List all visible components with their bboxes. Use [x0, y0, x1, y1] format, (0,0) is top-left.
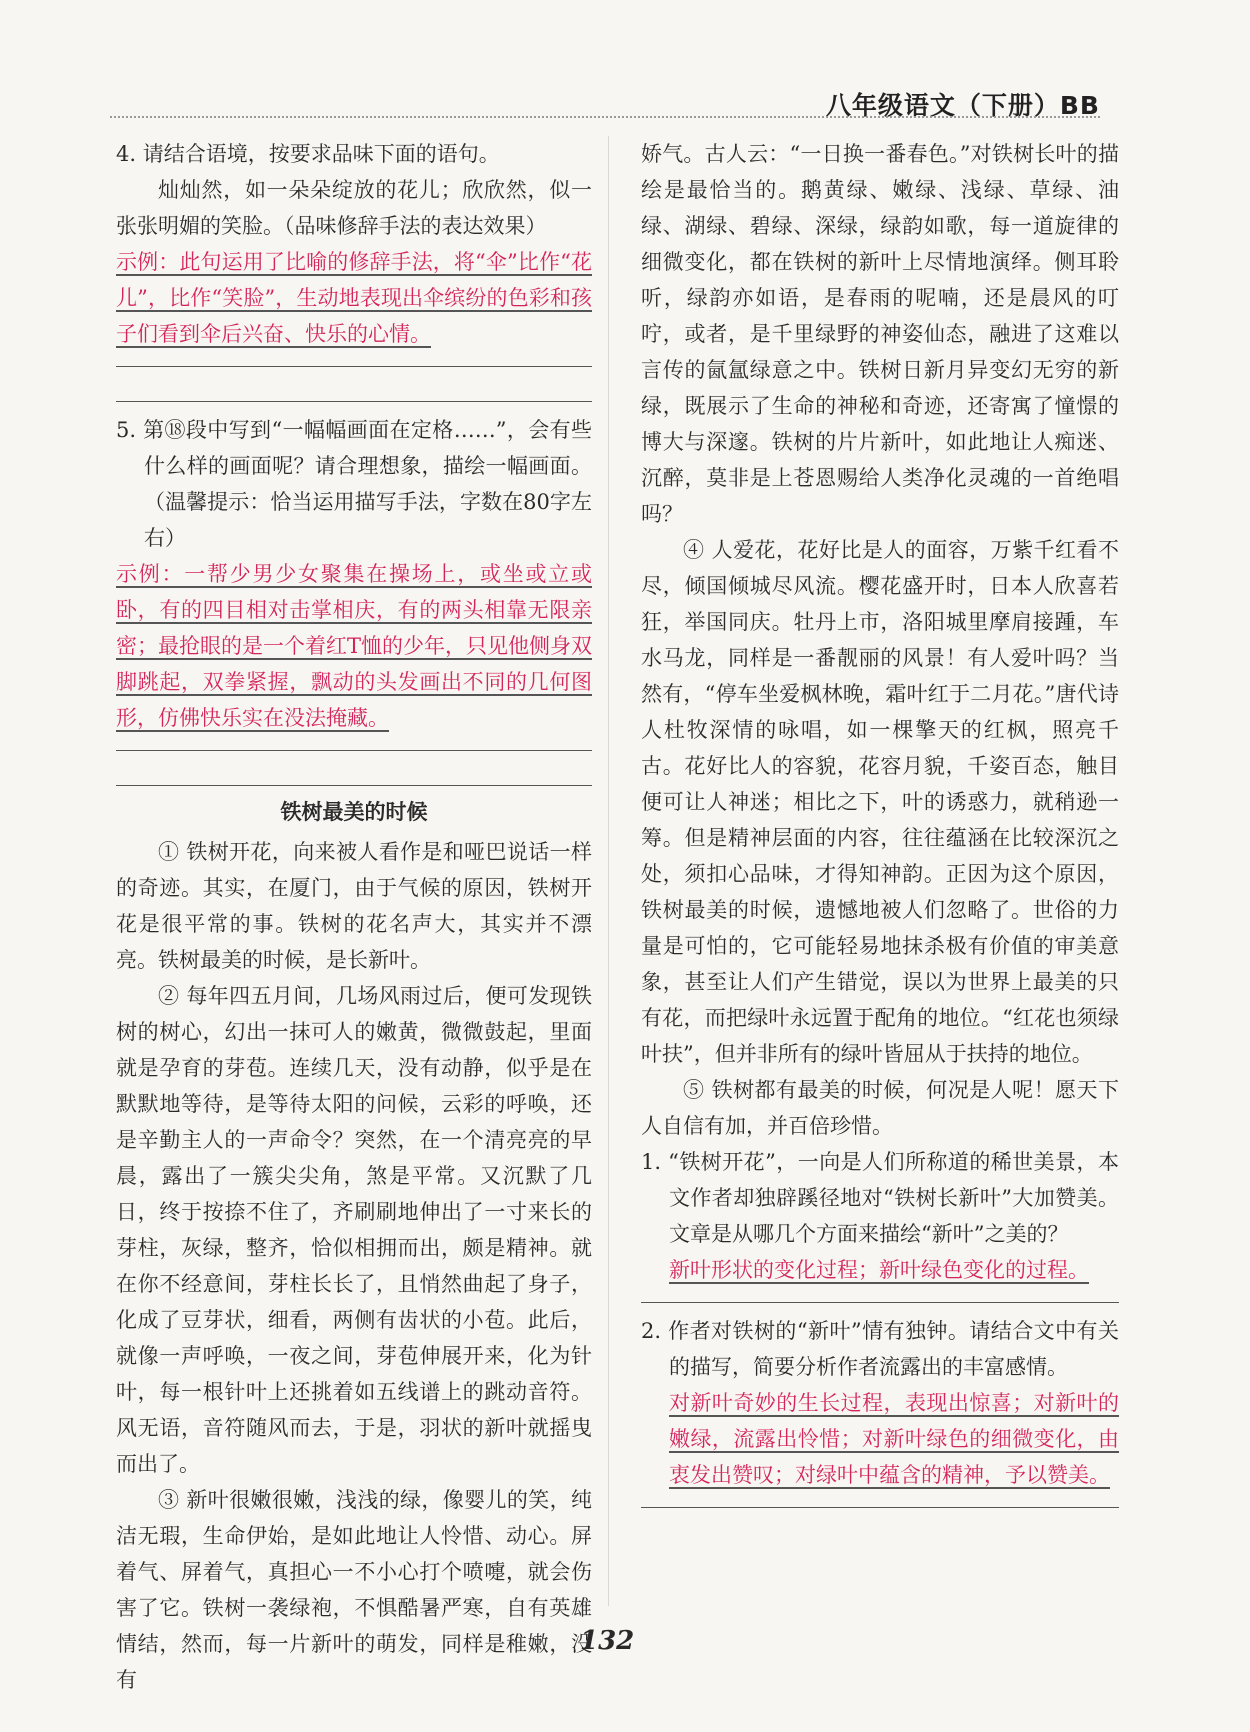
question-4-prompt: 4. 请结合语境，按要求品味下面的语句。 — [116, 142, 500, 166]
column-divider — [608, 136, 609, 1606]
page-header — [110, 86, 1100, 122]
question-2-answer-block — [641, 1385, 1119, 1508]
question-1-answer: 新叶形状的变化过程；新叶绿色变化的过程。 — [669, 1258, 1089, 1282]
question-1-prompt: 1. “铁树开花”，一向是人们所称道的稀世美景，本文作者却独辟蹊径地对“铁树长新叶”大加赞美。文章是从哪几个方面来描绘“新叶”之美的？ — [641, 1150, 1119, 1246]
article-title: 铁树最美的时候 — [280, 800, 428, 824]
page-number: 132 — [580, 1626, 635, 1656]
answer-line — [116, 375, 592, 402]
paragraph-3: ③ 新叶很嫩很嫩，浅浅的绿，像婴儿的笑，纯洁无瑕，生命伊始，是如此地让人怜惜、动心。屏着气、屏着气，真担心一不小心打个喷嚏，就会伤害了它。铁树一袭绿袍，不惧酷暑严寒，自有英雄情结，然而，每一片新叶的萌发，同样是稚嫩，没有 — [116, 1488, 592, 1692]
book-title: 八年级语文（下册）BB — [825, 91, 1100, 120]
question-5-prompt: 5. 第⑱段中写到“一幅幅画面在定格……”，会有些什么样的画面呢？请合理想象，描绘一幅画面。（温馨提示：恰当运用描写手法，字数在80字左右） — [116, 418, 592, 550]
paragraph-1: ① 铁树开花，向来被人看作是和哑巴说话一样的奇迹。其实，在厦门，由于气候的原因，铁树开花是很平常的事。铁树的花名声大，其实并不漂亮。铁树最美的时候，是长新叶。 — [116, 840, 592, 972]
right-column — [641, 136, 1119, 1516]
paragraph-3-continued: 娇气。古人云：“一日换一番春色。”对铁树长叶的描绘是最恰当的。鹅黄绿、嫩绿、浅绿、草绿、油绿、湖绿、碧绿、深绿，绿韵如歌，每一道旋律的细微变化，都在铁树的新叶上尽情地演绎。侧耳聆听，绿韵亦如语，是春雨的呢喃，还是晨风的叮咛，或者，是千里绿野的神姿仙态，融进了这难以言传的氤氲绿意之中。铁树日新月异变幻无穷的新绿，既展示了生命的神秘和奇迹，还寄寓了憧憬的博大与深邃。铁树的片片新叶，如此地让人痴迷、沉醉，莫非是上苍恩赐给人类净化灵魂的一首绝唱吗？ — [641, 142, 1119, 526]
question-1-answer-block — [641, 1252, 1119, 1303]
paragraph-2: ② 每年四五月间，几场风雨过后，便可发现铁树的树心，幻出一抹可人的嫩黄，微微鼓起，里面就是孕育的芽苞。连续几天，没有动静，似乎是在默默地等待，是等待太阳的问候，云彩的呼唤，还是辛勤主人的一声命令？突然，在一个清亮亮的早晨，露出了一簇尖尖角，煞是平常。又沉默了几日，终于按捺不住了，齐刷刷地伸出了一寸来长的芽柱，灰绿，整齐，恰似相拥而出，颇是精神。就在你不经意间，芽柱长长了，且悄然曲起了身子，化成了豆芽状，细看，两侧有齿状的小苞。此后，就像一声呼唤，一夜之间，芽苞伸展开来，化为针叶，每一根针叶上还挑着如五线谱上的跳动音符。风无语，音符随风而去，于是，羽状的新叶就摇曳而出了。 — [116, 984, 592, 1476]
question-4-answer: 示例：此句运用了比喻的修辞手法，将“伞”比作“花儿”，比作“笑脸”，生动地表现出伞缤纷的色彩和孩子们看到伞后兴奋、快乐的心情。 — [116, 250, 592, 346]
question-4-answer-block — [116, 244, 592, 367]
question-2-answer: 对新叶奇妙的生长过程，表现出惊喜；对新叶的嫩绿，流露出怜惜；对新叶绿色的细微变化，由衷发出赞叹；对绿叶中蕴含的精神，予以赞美。 — [669, 1391, 1119, 1487]
question-5-answer: 示例：一帮少男少女聚集在操场上，或坐或立或卧，有的四目相对击掌相庆，有的两头相靠无限亲密；最抢眼的是一个着红T恤的少年，只见他侧身双脚跳起，双拳紧握，飘动的头发画出不同的几何图形，仿佛快乐实在没法掩藏。 — [116, 562, 593, 730]
paragraph-5: ⑤ 铁树都有最美的时候，何况是人呢！愿天下人自信有加，并百倍珍惜。 — [641, 1078, 1119, 1138]
question-5-answer-block — [116, 556, 592, 751]
answer-line — [116, 759, 592, 786]
left-column — [116, 136, 592, 1698]
paragraph-4: ④ 人爱花，花好比是人的面容，万紫千红看不尽，倾国倾城尽风流。樱花盛开时，日本人欣喜若狂，举国同庆。牡丹上市，洛阳城里摩肩接踵，车水马龙，同样是一番靓丽的风景！有人爱叶吗？当然有，“停车坐爱枫林晚，霜叶红于二月花。”唐代诗人杜牧深情的咏唱，如一棵擎天的红枫，照亮千古。花好比人的容貌，花容月貌，千姿百态，触目便可让人神迷；相比之下，叶的诱惑力，就稍逊一筹。但是精神层面的内容，往往蕴涵在比较深沉之处，须扣心品味，才得知神韵。正因为这个原因，铁树最美的时候，遗憾地被人们忽略了。世俗的力量是可怕的，它可能轻易地抹杀极有价值的审美意象，甚至让人们产生错觉，误以为世界上最美的只有花，而把绿叶永远置于配角的地位。“红花也须绿叶扶”，但并非所有的绿叶皆屈从于扶持的地位。 — [641, 538, 1119, 1066]
question-4-quote: 灿灿然，如一朵朵绽放的花儿；欣欣然，似一张张明媚的笑脸。（品味修辞手法的表达效果） — [116, 178, 592, 238]
header-dotted-rule — [110, 116, 1100, 118]
question-2-prompt: 2. 作者对铁树的“新叶”情有独钟。请结合文中有关的描写，简要分析作者流露出的丰富感情。 — [641, 1319, 1119, 1379]
